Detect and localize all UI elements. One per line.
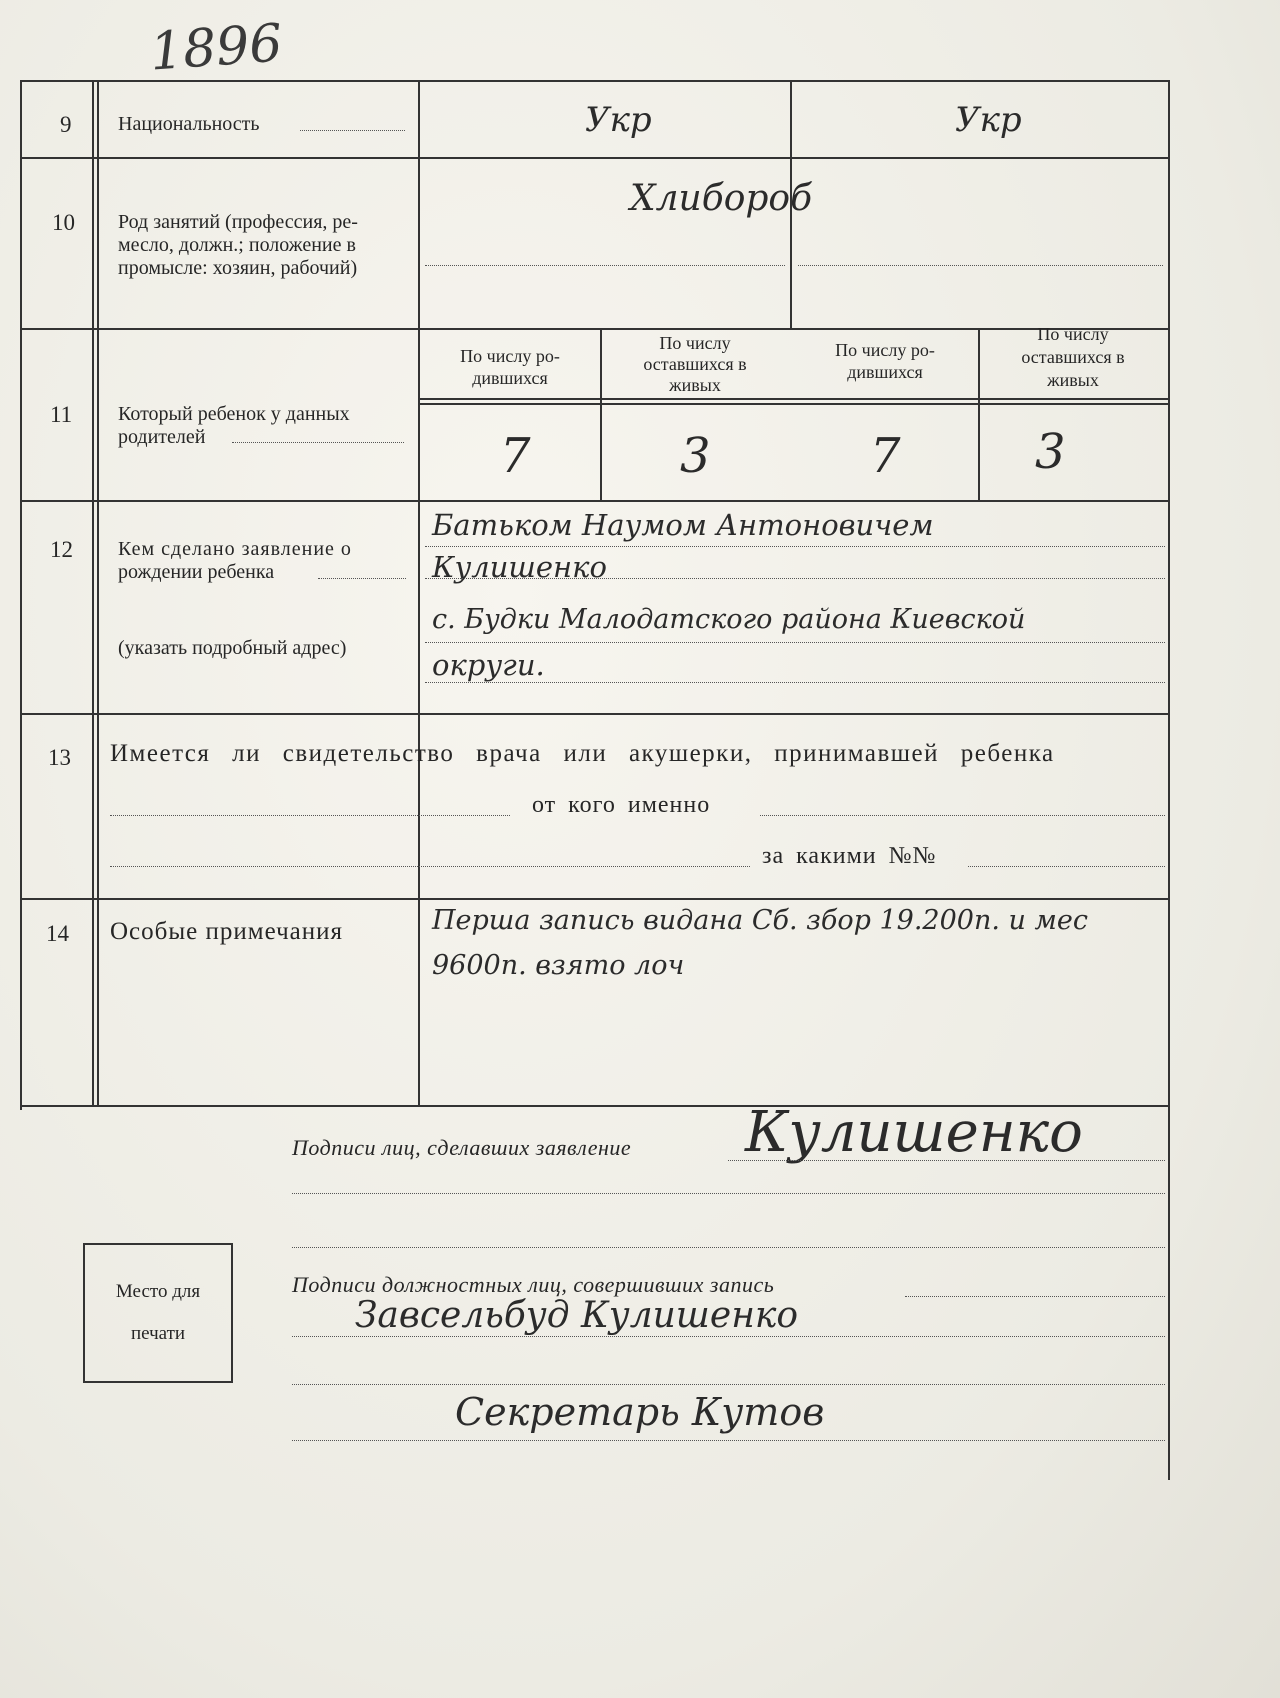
row11-col1-header-l1: По числу ро- [460, 346, 560, 366]
official-signature-1: Завсельбуд Кулишенко [355, 1295, 799, 1336]
seal-label-line1: Место для [115, 1281, 201, 1302]
row11-col3-header-l2: дившихся [847, 362, 923, 382]
row11-value-2: 3 [680, 428, 711, 484]
row10-label-line2: месло, должн.; положение в [118, 234, 356, 256]
row14-note-line1: Перша запись видана Сб. збор 19.200п. и мес [432, 905, 1088, 936]
row12-address-line1: с. Будки Малодатского района Киевской [432, 604, 1026, 635]
row9-father-value: Укр [585, 100, 652, 140]
row10-label-line1: Род занятий (профессия, ре- [118, 211, 358, 233]
row11-label-line2: родителей [118, 426, 206, 448]
row12-applicant-line2: Кулишенко [432, 550, 607, 584]
row11-number: 11 [50, 402, 73, 427]
row9-label: Национальность [118, 113, 260, 135]
row12-number: 12 [50, 537, 73, 562]
row12-label-line2: рождении ребенка [118, 561, 275, 583]
row11-value-4: 3 [1035, 424, 1066, 480]
row14-number: 14 [46, 921, 69, 946]
row11-value-1: 7 [500, 428, 531, 484]
row13-question: Имеется ли свидетельство врача или акушерки, принимавшей ребенка [110, 740, 1055, 767]
row9-number: 9 [60, 112, 72, 137]
row11-value-3: 7 [870, 428, 901, 484]
row11-label-line1: Который ребенок у данных [118, 403, 350, 425]
row13-numbers-label: за какими №№ [762, 843, 937, 869]
officials-signature-label: Подписи должностных лиц, совершивших запись [292, 1272, 775, 1297]
row11-col2-header-l2: оставшихся в [643, 354, 747, 374]
seal-label-line2: печати [130, 1323, 186, 1344]
row11-col2-header-l3: живых [669, 375, 721, 395]
seal-box [83, 1243, 233, 1383]
row11-col4-header-l1: По числу [1037, 324, 1109, 344]
row10-label-line3: промысле: хозяин, рабочий) [118, 257, 358, 279]
archive-number: 1896 [148, 13, 285, 83]
row14-note-line2: 9600п. взято лоч [432, 950, 685, 981]
row12-address-line2: округи. [432, 648, 545, 682]
row12-applicant-line1: Батьком Наумом Антоновичем [432, 508, 934, 542]
row12-label-line1: Кем сделано заявление о [118, 538, 352, 560]
row11-col1-header-l2: дившихся [472, 368, 548, 388]
row13-number: 13 [48, 745, 71, 770]
row9-mother-value: Укр [955, 100, 1022, 140]
row11-col3-header-l1: По числу ро- [835, 340, 935, 360]
row11-col4-header-l3: живых [1047, 370, 1099, 390]
applicant-signature: Кулишенко [745, 1100, 1083, 1165]
row12-label-line3: (указать подробный адрес) [118, 637, 347, 659]
applicants-signature-label: Подписи лиц, сделавших заявление [292, 1135, 632, 1160]
row13-from-whom-label: от кого именно [532, 792, 711, 818]
row14-label: Особые примечания [110, 918, 343, 945]
row10-occupation-value: Хлибороб [630, 178, 813, 219]
row11-col4-header-l2: оставшихся в [1021, 347, 1125, 367]
row11-col2-header-l1: По числу [659, 333, 731, 353]
row10-number: 10 [52, 210, 75, 235]
official-signature-2: Секретарь Кутов [455, 1390, 825, 1434]
